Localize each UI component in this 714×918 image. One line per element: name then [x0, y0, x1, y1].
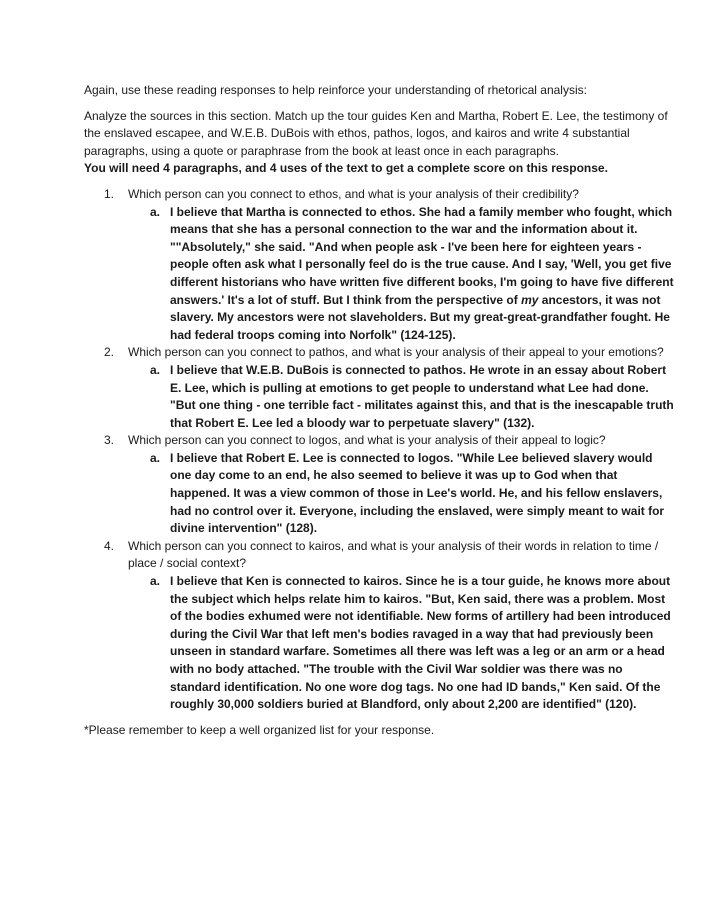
instructions-paragraph — [84, 108, 674, 178]
answer-text: I believe that W.E.B. DuBois is connected to pathos. He wrote in an essay about Robert E. Lee, which is pulling at emotions to get people to understand what Lee had done. "But one thing - one terrible fact - militates against this, and that is the inescapable truth that Robert E. Lee led a bloody war to perpetuate slavery" (132). — [170, 362, 674, 430]
question-item-logos — [84, 432, 674, 538]
requirement-text: You will need 4 paragraphs, and 4 uses of the text to get a complete score on this response. — [84, 161, 608, 176]
answer-text: I believe that Robert E. Lee is connected to logos. "While Lee believed slavery would one day come to an end, he also seemed to believe it was up to God when that happened. It was a view common of those in Lee's world. He, and his fellow enslavers, had no control over it. Everyone, including the enslaved, were simply meant to wait for divine intervention" (128). — [170, 450, 665, 536]
intro-text: Again, use these reading responses to help reinforce your understanding of rhetorical analysis: — [84, 83, 587, 97]
question-text: Which person can you connect to pathos, and what is your analysis of their appeal to your emotions? — [128, 345, 664, 360]
answer-pathos — [128, 362, 674, 432]
answer-letter: a. — [150, 450, 161, 465]
question-text: Which person can you connect to kairos, and what is your analysis of their words in relation to time / place / social context? — [128, 538, 659, 571]
question-item-pathos — [84, 344, 674, 432]
question-text: Which person can you connect to logos, and what is your analysis of their appeal to logic? — [128, 433, 606, 448]
answer-ethos — [128, 204, 674, 345]
question-text: Which person can you connect to ethos, and what is your analysis of their credibility? — [128, 186, 579, 201]
answer-emphasis: my — [521, 292, 539, 307]
question-number: 3. — [104, 433, 115, 448]
answer-letter: a. — [150, 574, 161, 589]
question-number: 4. — [104, 538, 115, 553]
question-item-kairos — [84, 538, 674, 714]
question-item-ethos — [84, 186, 674, 344]
answer-letter: a. — [150, 362, 161, 377]
question-number: 2. — [104, 345, 115, 360]
answer-kairos — [128, 573, 674, 714]
question-list — [84, 186, 674, 714]
instructions-text: Analyze the sources in this section. Match up the tour guides Ken and Martha, Robert E. Lee, the testimony of the enslaved escapee, and W.E.B. DuBois with ethos, pathos, logos, and kairos and write 4 substantial paragraphs, using a quote or paraphrase from the book at least once in each paragraphs. — [84, 108, 668, 158]
footer-note: *Please remember to keep a well organized list for your response. — [84, 722, 435, 737]
answer-text: I believe that Ken is connected to kairos. Since he is a tour guide, he knows more about the subject which helps relate him to kairos. "But, Ken said, there was a problem. Most of the bodies exhumed were not identifiable. New forms of artillery had been introduced during the Civil War that left men's bodies ravaged in a way that had previously been unseen in standard warfare. Sometimes all there was left was a leg or an arm or a head with no body attached. "The trouble with the Civil War soldier was there was no standard identification. No one wore dog tags. No one had ID bands," Ken said. Of the roughly 30,000 soldiers buried at Blandford, only about 2,200 are identified" (120). — [170, 574, 671, 712]
question-number: 1. — [104, 186, 115, 201]
answer-text-part2: ancestors, it was not slavery. My ancestors were not slaveholders. But my great-great-grandfather fought. He had federal troops coming into Norfolk" (124-125). — [170, 292, 670, 342]
answer-letter: a. — [150, 204, 161, 219]
answer-logos — [128, 450, 674, 538]
answer-text-part1: I believe that Martha is connected to ethos. She had a family member who fought, which means that she has a personal connection to the war and the information about it. ""Absolutely," she said. "And when people ask - I've been here for eighteen years - people often ask what I personally feel do is the true cause. And I say, 'Well, you get five different historians who have written five different books, I'm going to have five different answers.' It's a lot of stuff. But I think from the perspective of — [170, 204, 674, 307]
